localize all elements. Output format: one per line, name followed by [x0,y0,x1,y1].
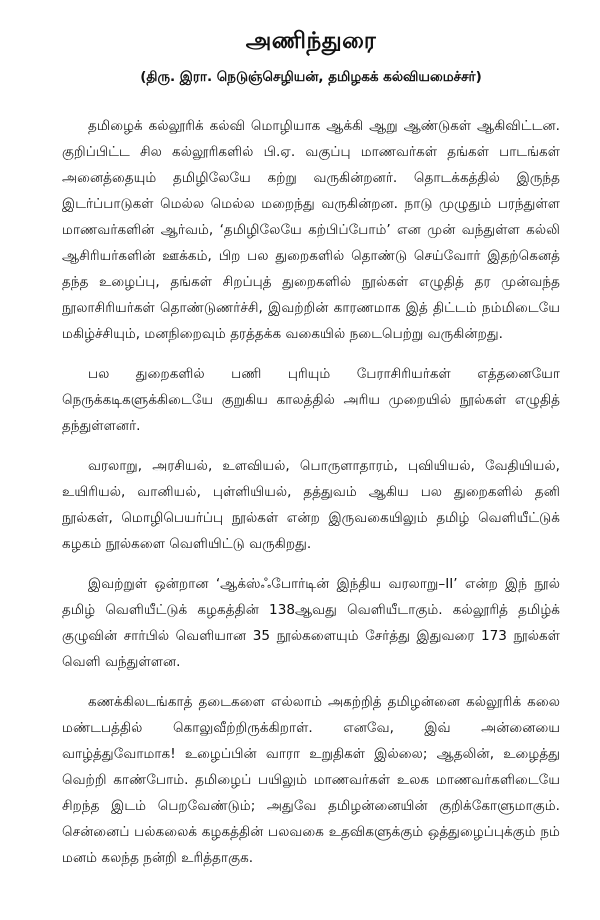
page-title: அணிந்துரை [245,28,377,54]
paragraph-2: பல துறைகளில் பணி புரியும் பேராசிரியர்கள் எத்தனையோ நெருக்கடிகளுக்கிடையே குறுகிய காலத்தில் அரிய முறையில் நூல்கள் எழுதித் தந்துள்ளனர். [62,366,560,434]
paragraph-4: இவற்றுள் ஒன்றான ‘ஆக்ஸ்ஃபோர்டின் இந்திய வரலாறு–II’ என்ற இந் நூல் தமிழ் வெளியீட்டுக் கழகத்தின் 138ஆவது வெளியீடாகும். கல்லூரித் தமிழ்க் குழுவின் சார்பில் வெளியான 35 நூல்களையும் சேர்த்து இதுவரை 173 நூல்கள் வெளி வந்துள்ளன. [62,576,560,670]
paragraph-1: தமிழைக் கல்லூரிக் கல்வி மொழியாக ஆக்கி ஆறு ஆண்டுகள் ஆகிவிட்டன. குறிப்பிட்ட சில கல்லூரிகளில் பி.ஏ. வகுப்பு மாணவர்கள் தங்கள் பாடங்கள் அனைத்தையும் தமிழிலேயே கற்று வருகின்றனர். தொடக்கத்தில் இருந்த இடர்ப்பாடுகள் மெல்ல மெல்ல மறைந்து வருகின்றன. நாடு முழுதும் பரந்துள்ள மாணவர்களின் ஆர்வம், ‘தமிழிலேயே கற்பிப்போம்’ என முன் வந்துள்ள கல்லி ஆசிரியர்களின் ஊக்கம், பிற பல துறைகளில் தொண்டு செய்வோர் இதற்கெனத் தந்த உழைப்பு, தங்கள் சிறப்புத் துறைகளில் நூல்கள் எழுதித் தர முன்வந்த நூலாசிரியர்கள் தொண்டுணர்ச்சி, இவற்றின் காரணமாக இத் திட்டம் நம்மிடையே மகிழ்ச்சியும், மனநிறைவும் தரத்தக்க வகையில் நடைபெற்று வருகின்றது. [62,118,560,342]
page-subtitle: (திரு. இரா. நெடுஞ்செழியன், தமிழகக் கல்வியமைச்சர்) [140,69,482,85]
paragraph-3: வரலாறு, அரசியல், உளவியல், பொருளாதாரம், புவியியல், வேதியியல், உயிரியல், வானியல், புள்ளியியல், தத்துவம் ஆகிய பல துறைகளில் தனி நூல்கள், மொழிபெயர்ப்பு நூல்கள் என்ற இருவகையிலும் தமிழ் வெளியீட்டுக் கழகம் நூல்களை வெளியிட்டு வருகிறது. [62,458,560,552]
paragraph-5: கணக்கிலடங்காத் தடைகளை எல்லாம் அகற்றித் தமிழன்னை கல்லூரிக் கலை மண்டபத்தில் கொலுவீற்றிருக்கிறாள். எனவே, இவ் அன்னையை வாழ்த்துவோமாக! உழைப்பின் வாரா உறுதிகள் இல்லை; ஆதலின், உழைத்து வெற்றி காண்போம். தமிழைப் பயிலும் மாணவர்கள் உலக மாணவர்களிடையே சிறந்த இடம் பெறவேண்டும்; அதுவே தமிழன்னையின் குறிக்கோளுமாகும். சென்னைப் பல்கலைக் கழகத்தின் பலவகை உதவிகளுக்கும் ஒத்துழைப்புக்கும் நம் மனம் கலந்த நன்றி உரித்தாகுக. [62,694,560,866]
